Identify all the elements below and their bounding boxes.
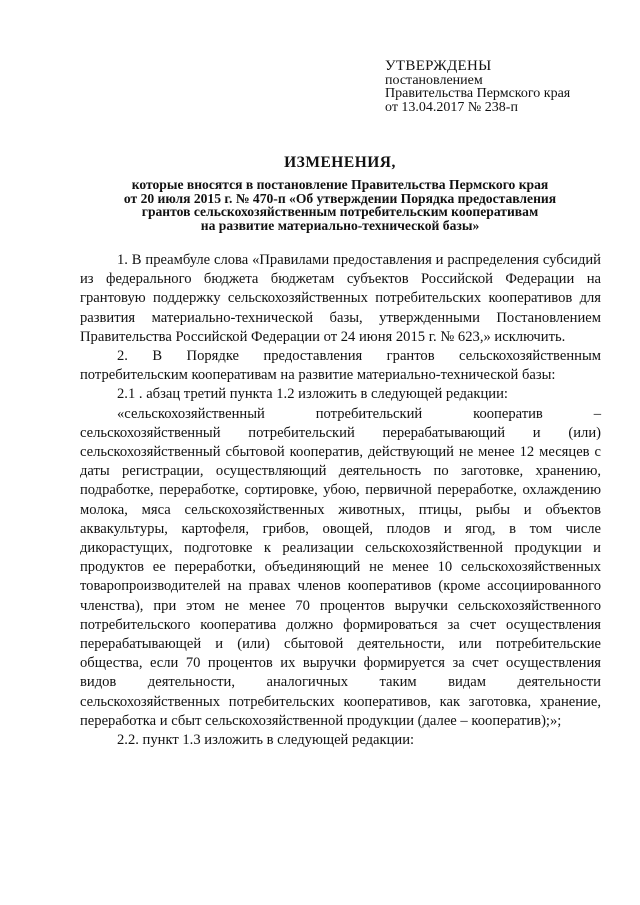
title-subline: грантов сельскохозяйственным потребительским кооперативам [141, 204, 539, 220]
approval-heading: УТВЕРЖДЕНЫ [385, 58, 492, 74]
paragraph-2-2: 2.2. пункт 1.3 изложить в следующей редакции: [117, 732, 415, 749]
paragraph-quote: «сельскохозяйственный потребительский кооператив – сельскохозяйственный потребительский перерабатывающий и (или) сельскохозяйственный сбытовой кооператив, действующий не менее 12 месяцев с даты регистрации, осуществляющий деятельность по заготовке, хранению, подработке, переработке, сортировке, убою, первичной переработке, охлаждению молока, мяса сельскохозяйственных животных, птицы, рыбы и объектов аквакультуры, картофеля, грибов, овощей, плодов и ягод, в том числе дикорастущих, подготовке к реализации сельскохозяйственной продукции и продуктов ее переработки, объединяющий не менее 10 сельскохозяйственных товаропроизводителей на правах членов кооперативов (кроме ассоциированного членства), при этом не менее 70 процентов выручки сельскохозяйственного потребительского кооператива должно формироваться за счет осуществления перерабатывающей и (или) сбытовой деятельности, или потребительские общества, если 70 процентов их выручки формируется за счет осуществления видов деятельности, аналогичных таким видам деятельности сельскохозяйственных потребительских кооперативов, как заготовка, хранение, переработка и сбыт сельскохозяйственной продукции (далее – кооператив);»; [80, 405, 601, 729]
approval-line: от 13.04.2017 № 238-п [385, 99, 518, 115]
document-title [80, 154, 600, 232]
title-subline: от 20 июля 2015 г. № 470-п «Об утверждении Порядка предоставления [123, 190, 557, 206]
paragraph-2: 2. В Порядке предоставления грантов сельскохозяйственным потребительским кооперативам на развитие материально-технической базы: [80, 348, 601, 384]
approval-stamp [385, 60, 570, 114]
title-subline: на развитие материально-технической базы» [200, 217, 480, 233]
paragraph-1: 1. В преамбуле слова «Правилами предоставления и распределения субсидий из федерального бюджета бюджетам субъектов Российской Федерации на грантовую поддержку сельскохозяйственных потребительских кооперативов для развития материально-технической базы, утвержденными Постановлением Правительства Российской Федерации от 24 июня 2015 г. № 623,» исключить. [80, 252, 601, 345]
approval-line: Правительства Пермского края [385, 86, 571, 101]
title-subline: которые вносятся в постановление Правительства Пермского края [131, 177, 549, 192]
document-body [80, 251, 601, 750]
title-main: ИЗМЕНЕНИЯ, [284, 154, 396, 171]
paragraph-2-1: 2.1 . абзац третий пункта 1.2 изложить в следующей редакции: [117, 386, 508, 403]
approval-line: постановлением [385, 72, 483, 88]
